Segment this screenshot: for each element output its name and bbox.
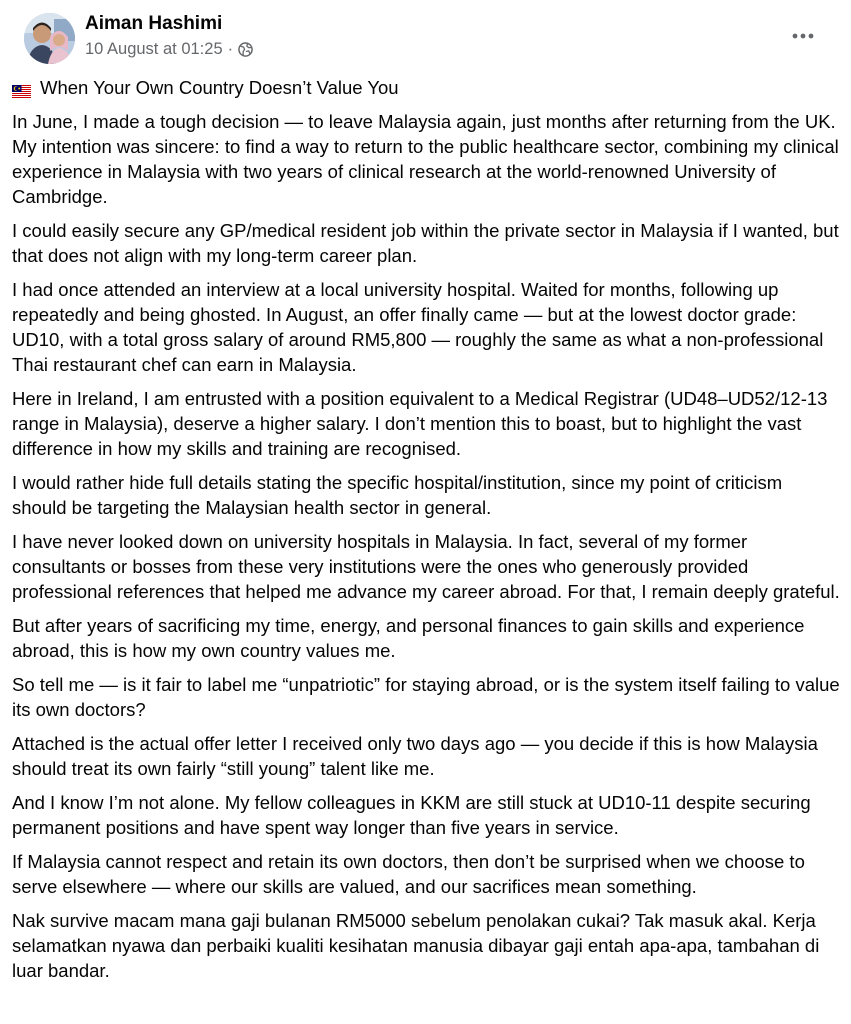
- post-paragraph: But after years of sacrificing my time, energy, and personal finances to gain skills and experience abroad, this is how my own country values me.: [12, 615, 805, 661]
- post-title-text: When Your Own Country Doesn’t Value You: [40, 77, 399, 98]
- post-title: [12, 76, 399, 100]
- post-paragraph: Nak survive macam mana gaji bulanan RM5000 sebelum penolakan cukai? Tak masuk akal. Kerja selamatkan nyawa dan perbaiki kualiti kesihatan manusia dibayar gaji entah apa-apa, tambahan di luar bandar.: [12, 910, 820, 981]
- globe-icon[interactable]: [238, 42, 253, 57]
- meta-separator: ·: [227, 40, 234, 58]
- author-name[interactable]: Aiman Hashimi: [85, 13, 223, 34]
- post-paragraph: I had once attended an interview at a local university hospital. Waited for months, following up repeatedly and being ghosted. In August, an offer finally came — but at the lowest doctor grade: UD10, with a total gross salary of around RM5,800 — roughly the same as what a non-professional Thai restaurant chef can earn in Malaysia.: [12, 279, 824, 375]
- post-paragraph: Here in Ireland, I am entrusted with a position equivalent to a Medical Registrar (UD48–UD52/12-13 range in Malaysia), deserve a higher salary. I don’t mention this to boast, but to highlight the vast difference in how my skills and training are recognised.: [12, 388, 828, 459]
- avatar-photo: [24, 13, 75, 64]
- malaysia-flag-icon: [12, 81, 31, 95]
- post-paragraph: I could easily secure any GP/medical resident job within the private sector in Malaysia if I wanted, but that does not align with my long-term career plan.: [12, 220, 839, 266]
- post-paragraph: And I know I’m not alone. My fellow colleagues in KKM are still stuck at UD10-11 despite securing permanent positions and have spent way longer than five years in service.: [12, 792, 811, 838]
- post-meta: [85, 40, 253, 59]
- avatar[interactable]: [24, 13, 75, 64]
- post-paragraph: I would rather hide full details stating the specific hospital/institution, since my point of criticism should be targeting the Malaysian health sector in general.: [12, 472, 783, 518]
- post-body: [12, 109, 840, 992]
- post-header: [12, 0, 837, 74]
- post-paragraph: So tell me — is it fair to label me “unpatriotic” for staying abroad, or is the system itself failing to value its own doctors?: [12, 674, 840, 720]
- more-options-icon[interactable]: [789, 22, 817, 50]
- post-paragraph: If Malaysia cannot respect and retain its own doctors, then don’t be surprised when we choose to serve elsewhere — where our skills are valued, and our sacrifices mean something.: [12, 851, 805, 897]
- post-timestamp[interactable]: 10 August at 01:25: [85, 40, 223, 58]
- post-paragraph: Attached is the actual offer letter I received only two days ago — you decide if this is how Malaysia should treat its own fairly “still young” talent like me.: [12, 733, 818, 779]
- post-paragraph: In June, I made a tough decision — to leave Malaysia again, just months after returning from the UK. My intention was sincere: to find a way to return to the public healthcare sector, combining my clinical experience in Malaysia with two years of clinical research at the world-renowned University of Cambridge.: [12, 111, 839, 207]
- post-paragraph: I have never looked down on university hospitals in Malaysia. In fact, several of my former consultants or bosses from these very institutions were the ones who generously provided professional references that helped me advance my career abroad. For that, I remain deeply grateful.: [12, 531, 840, 602]
